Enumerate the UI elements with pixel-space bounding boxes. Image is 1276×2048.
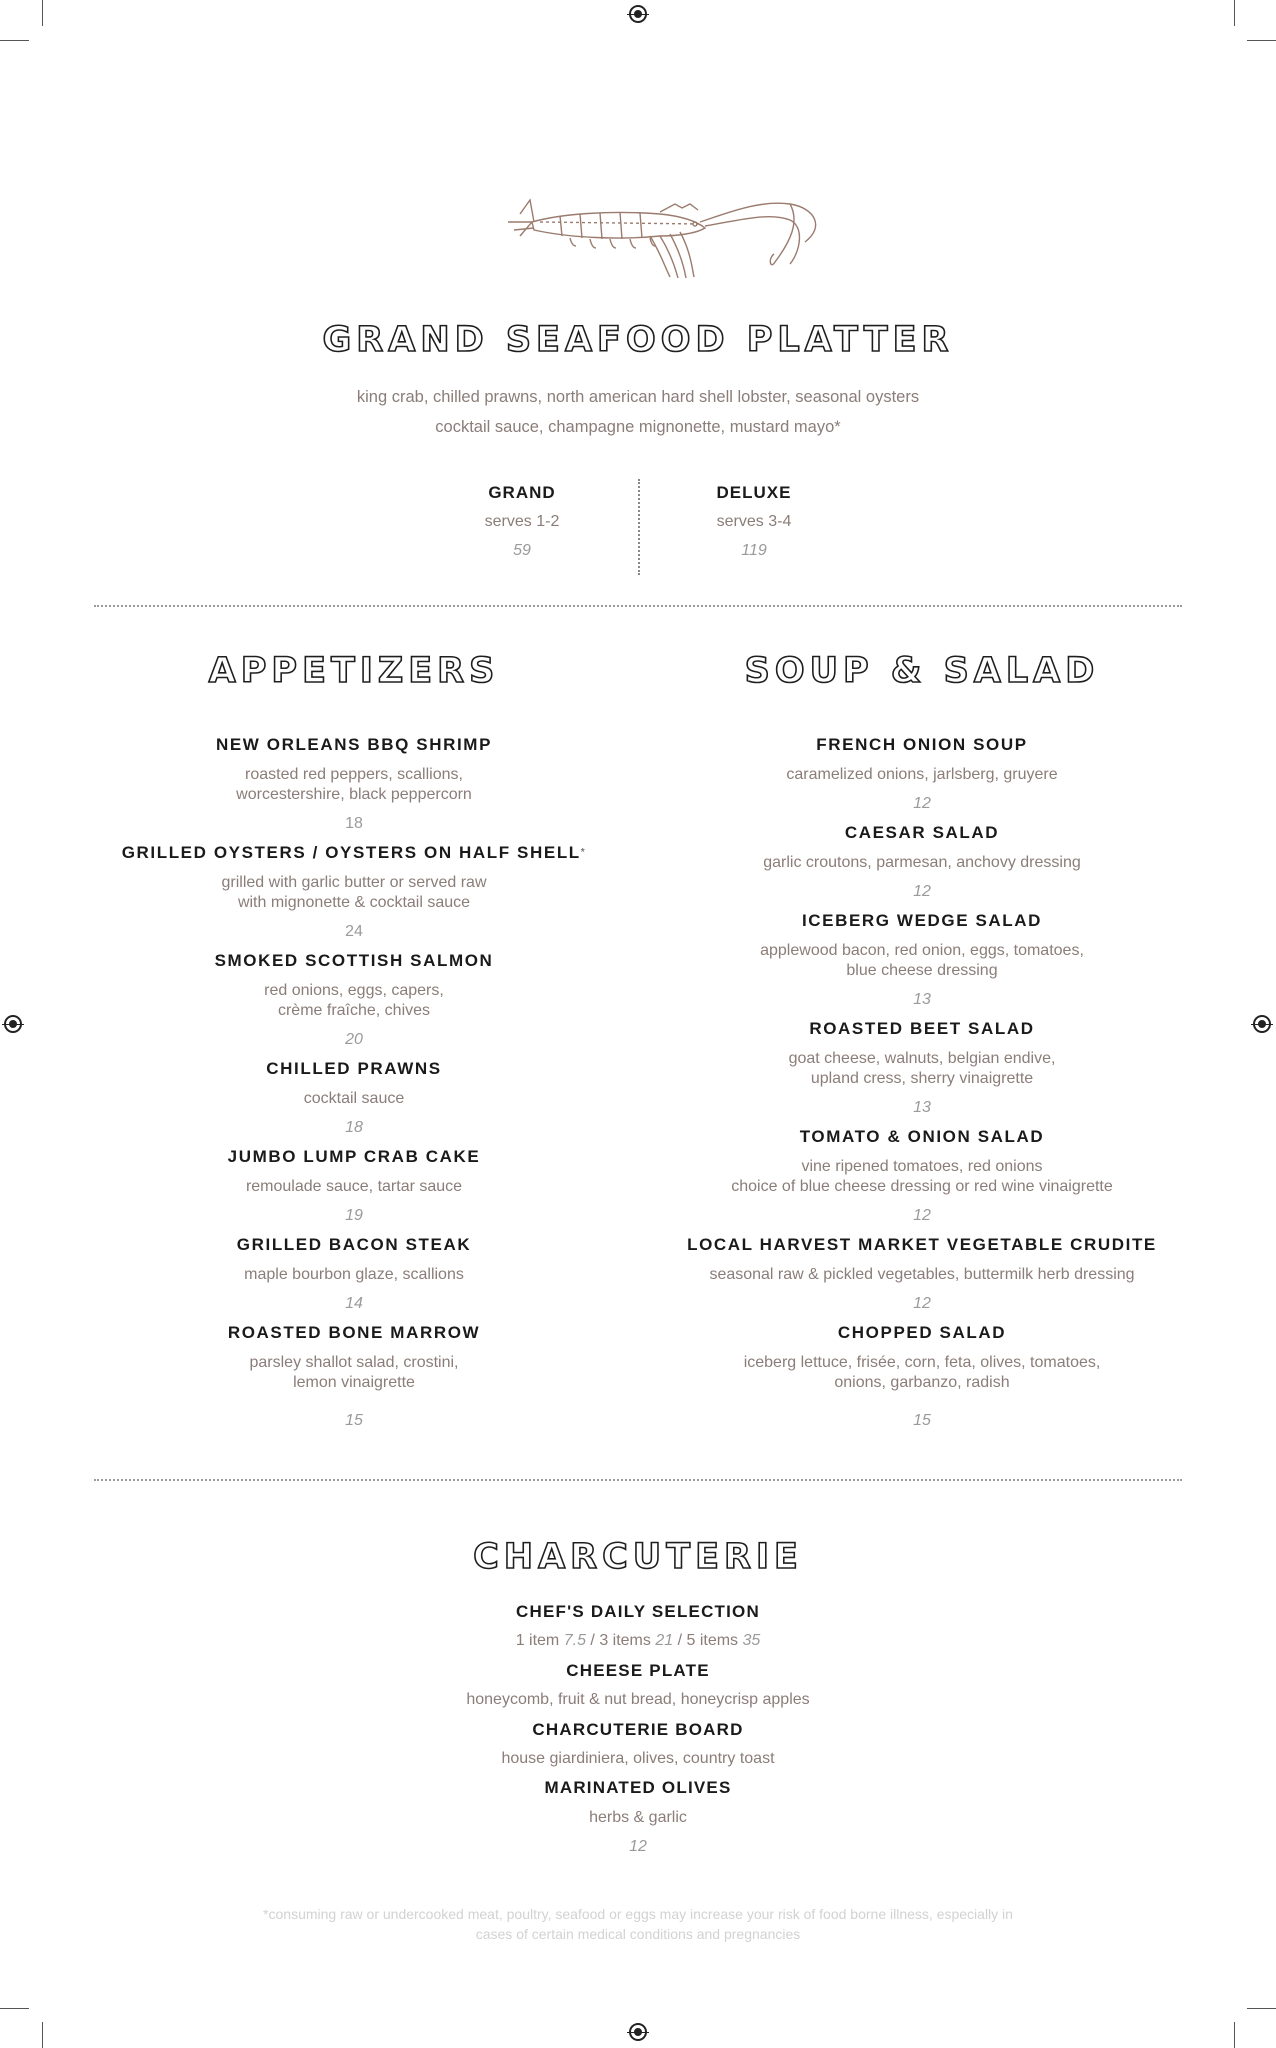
menu-item-price: 18 <box>345 815 363 832</box>
menu-item <box>74 946 634 1054</box>
desc-line: roasted red peppers, scallions, <box>245 765 463 783</box>
platter-option-deluxe <box>654 478 854 565</box>
desc-line: red onions, eggs, capers, <box>264 981 444 999</box>
platter-desc-line: cocktail sauce, champagne mignonette, mustard mayo* <box>435 418 841 436</box>
menu-item <box>74 730 634 838</box>
menu-item-desc <box>74 1353 634 1393</box>
desc-line: choice of blue cheese dressing or red wine vinaigrette <box>731 1177 1113 1195</box>
menu-item-name-text: LOCAL HARVEST MARKET VEGETABLE CRUDITE <box>687 1235 1157 1254</box>
crop-mark <box>0 40 29 41</box>
menu-item-name <box>74 1142 634 1171</box>
soup-salad-heading: SOUP & SALAD <box>744 651 1100 691</box>
registration-mark-icon <box>629 2023 647 2041</box>
desc-line: cocktail sauce <box>303 1089 405 1107</box>
menu-item-desc <box>74 981 634 1021</box>
menu-item <box>642 1318 1202 1435</box>
desc-line: garlic croutons, parmesan, anchovy dressing <box>763 853 1081 871</box>
option-name: GRAND <box>488 483 556 502</box>
menu-item-price: 12 <box>913 1207 931 1224</box>
menu-item-name <box>642 1122 1202 1151</box>
charcuterie-list <box>0 1597 1276 1862</box>
menu-item-desc <box>74 1177 634 1197</box>
menu-item <box>642 818 1202 906</box>
section-divider <box>94 605 1182 607</box>
menu-item-name <box>642 730 1202 759</box>
menu-item-name-text: CHILLED PRAWNS <box>266 1059 442 1078</box>
option-label: 5 items <box>686 1632 739 1650</box>
platter-divider <box>638 479 640 575</box>
appetizers-list <box>74 730 634 1435</box>
menu-item-price: 12 <box>629 1838 647 1856</box>
crop-mark <box>1247 40 1276 41</box>
footnote-line: cases of certain medical conditions and pregnancies <box>475 1926 801 1942</box>
appetizers-heading: APPETIZERS <box>208 651 500 691</box>
menu-item-price: 12 <box>913 1295 931 1312</box>
menu-item-price: 12 <box>913 795 931 812</box>
menu-item-name <box>74 1318 634 1347</box>
menu-item <box>74 1318 634 1435</box>
crop-mark <box>1247 2008 1276 2009</box>
desc-line: iceberg lettuce, frisée, corn, feta, olives, tomatoes, <box>743 1353 1101 1371</box>
menu-item-name <box>642 1230 1202 1259</box>
option-label: 3 items <box>599 1632 651 1650</box>
charcuterie-heading: CHARCUTERIE <box>473 1537 803 1577</box>
platter-description <box>0 382 1276 442</box>
menu-item-name <box>642 906 1202 935</box>
crop-mark <box>42 2022 43 2048</box>
menu-item-price: 13 <box>913 991 931 1008</box>
desc-line: lemon vinaigrette <box>293 1373 415 1391</box>
menu-item-desc <box>642 765 1202 785</box>
menu-item-desc: house giardiniera, olives, country toast <box>501 1750 775 1768</box>
menu-item-desc: honeycomb, fruit & nut bread, honeycrisp apples <box>466 1691 810 1709</box>
desc-line: caramelized onions, jarlsberg, gruyere <box>786 765 1058 783</box>
registration-mark-icon <box>4 1015 22 1033</box>
menu-item-name: CHEF'S DAILY SELECTION <box>516 1602 760 1621</box>
menu-item-desc <box>642 1049 1202 1089</box>
menu-item <box>642 1122 1202 1230</box>
menu-item <box>74 1054 634 1142</box>
menu-item-name-text: ROASTED BEET SALAD <box>809 1019 1035 1038</box>
desc-line: with mignonette & cocktail sauce <box>237 893 471 911</box>
menu-item-desc <box>642 853 1202 873</box>
menu-item-price: 14 <box>345 1295 363 1312</box>
menu-item-desc <box>74 1265 634 1285</box>
option-price: 59 <box>513 542 531 559</box>
menu-item-name <box>74 1054 634 1083</box>
desc-line: applewood bacon, red onion, eggs, tomatoes, <box>760 941 1084 959</box>
menu-item-name: CHARCUTERIE BOARD <box>532 1719 744 1739</box>
menu-item <box>642 1014 1202 1122</box>
menu-item-price: 15 <box>913 1411 931 1429</box>
registration-mark-icon <box>1253 1015 1271 1033</box>
crop-mark <box>0 2008 29 2009</box>
option-name: DELUXE <box>716 483 792 502</box>
option-serves: serves 1-2 <box>484 513 560 530</box>
menu-item-name: CHEESE PLATE <box>566 1660 710 1680</box>
option-price: 119 <box>741 542 767 559</box>
desc-line: upland cress, sherry vinaigrette <box>810 1069 1034 1087</box>
menu-item-desc <box>74 1089 634 1109</box>
platter-desc-line: king crab, chilled prawns, north american hard shell lobster, seasonal oysters <box>356 388 920 406</box>
desc-line: onions, garbanzo, radish <box>834 1373 1010 1391</box>
option-price: 21 <box>655 1632 674 1650</box>
menu-item-desc <box>642 941 1202 981</box>
crop-mark <box>42 0 43 26</box>
platter-option-grand <box>422 478 622 565</box>
menu-item-name-text: GRILLED BACON STEAK <box>236 1235 472 1254</box>
menu-item-price: 19 <box>345 1207 363 1224</box>
menu-item-name-text: SMOKED SCOTTISH SALMON <box>214 951 494 970</box>
menu-item-name-text: CAESAR SALAD <box>844 823 1000 842</box>
asterisk-mark: * <box>580 847 587 858</box>
menu-item-price: 24 <box>345 923 363 940</box>
menu-item-price: 13 <box>913 1099 931 1116</box>
platter-title: GRAND SEAFOOD PLATTER <box>322 320 954 360</box>
menu-item-desc <box>642 1265 1202 1285</box>
chef-selection-prices <box>0 1626 1276 1655</box>
desc-line: vine ripened tomatoes, red onions <box>801 1157 1043 1175</box>
menu-item-desc <box>642 1353 1202 1393</box>
menu-item-price: 18 <box>345 1119 363 1136</box>
menu-item-desc <box>642 1157 1202 1197</box>
separator: / <box>585 1632 600 1650</box>
menu-item <box>74 1230 634 1318</box>
menu-item-name-text: CHOPPED SALAD <box>837 1323 1007 1342</box>
menu-item-name-text: JUMBO LUMP CRAB CAKE <box>227 1147 481 1166</box>
soup-salad-list <box>642 730 1202 1435</box>
desc-line: blue cheese dressing <box>846 961 998 979</box>
desc-line: grilled with garlic butter or served raw <box>221 873 487 891</box>
option-serves: serves 3-4 <box>716 513 792 530</box>
shrimp-illustration <box>500 192 830 287</box>
menu-item-desc: herbs & garlic <box>589 1808 687 1826</box>
menu-item-desc <box>74 873 634 913</box>
menu-item <box>642 730 1202 818</box>
menu-item-name <box>74 730 634 759</box>
footnote-line: *consuming raw or undercooked meat, poultry, seafood or eggs may increase your risk of food borne illness, especially in <box>263 1906 1013 1922</box>
menu-item-name <box>642 818 1202 847</box>
menu-item-desc <box>74 765 634 805</box>
menu-item-name <box>74 838 634 867</box>
desc-line: goat cheese, walnuts, belgian endive, <box>788 1049 1056 1067</box>
separator: / <box>673 1632 687 1650</box>
menu-item-price: 20 <box>345 1031 363 1048</box>
menu-item <box>74 1142 634 1230</box>
menu-item <box>74 838 634 946</box>
desc-line: parsley shallot salad, crostini, <box>249 1353 459 1371</box>
menu-item-name <box>642 1014 1202 1043</box>
desc-line: maple bourbon glaze, scallions <box>244 1265 464 1283</box>
menu-item-name-text: FRENCH ONION SOUP <box>816 735 1028 754</box>
footnote <box>0 1904 1276 1944</box>
menu-item-name-text: ROASTED BONE MARROW <box>227 1323 481 1342</box>
desc-line: seasonal raw & pickled vegetables, buttermilk herb dressing <box>709 1265 1135 1283</box>
desc-line: remoulade sauce, tartar sauce <box>245 1177 463 1195</box>
menu-item-price: 15 <box>345 1411 363 1429</box>
desc-line: crème fraîche, chives <box>277 1001 431 1019</box>
menu-item-name-text: NEW ORLEANS BBQ SHRIMP <box>215 735 493 754</box>
menu-item-name <box>74 946 634 975</box>
option-price: 35 <box>742 1632 761 1650</box>
menu-item-name: MARINATED OLIVES <box>544 1778 732 1798</box>
option-price: 7.5 <box>563 1632 586 1650</box>
menu-item <box>642 906 1202 1014</box>
menu-item <box>642 1230 1202 1318</box>
crop-mark <box>1234 2022 1235 2048</box>
option-label: 1 item <box>515 1632 560 1650</box>
crop-mark <box>1234 0 1235 26</box>
menu-item-name <box>74 1230 634 1259</box>
menu-item-name <box>642 1318 1202 1347</box>
menu-item-name-text: TOMATO & ONION SALAD <box>799 1127 1045 1146</box>
menu-item-name-text: ICEBERG WEDGE SALAD <box>801 911 1043 930</box>
desc-line: worcestershire, black peppercorn <box>236 785 472 803</box>
registration-mark-icon <box>629 5 647 23</box>
menu-item-name-text: GRILLED OYSTERS / OYSTERS ON HALF SHELL <box>121 843 581 862</box>
section-divider <box>94 1479 1182 1481</box>
menu-item-price: 12 <box>913 883 931 900</box>
